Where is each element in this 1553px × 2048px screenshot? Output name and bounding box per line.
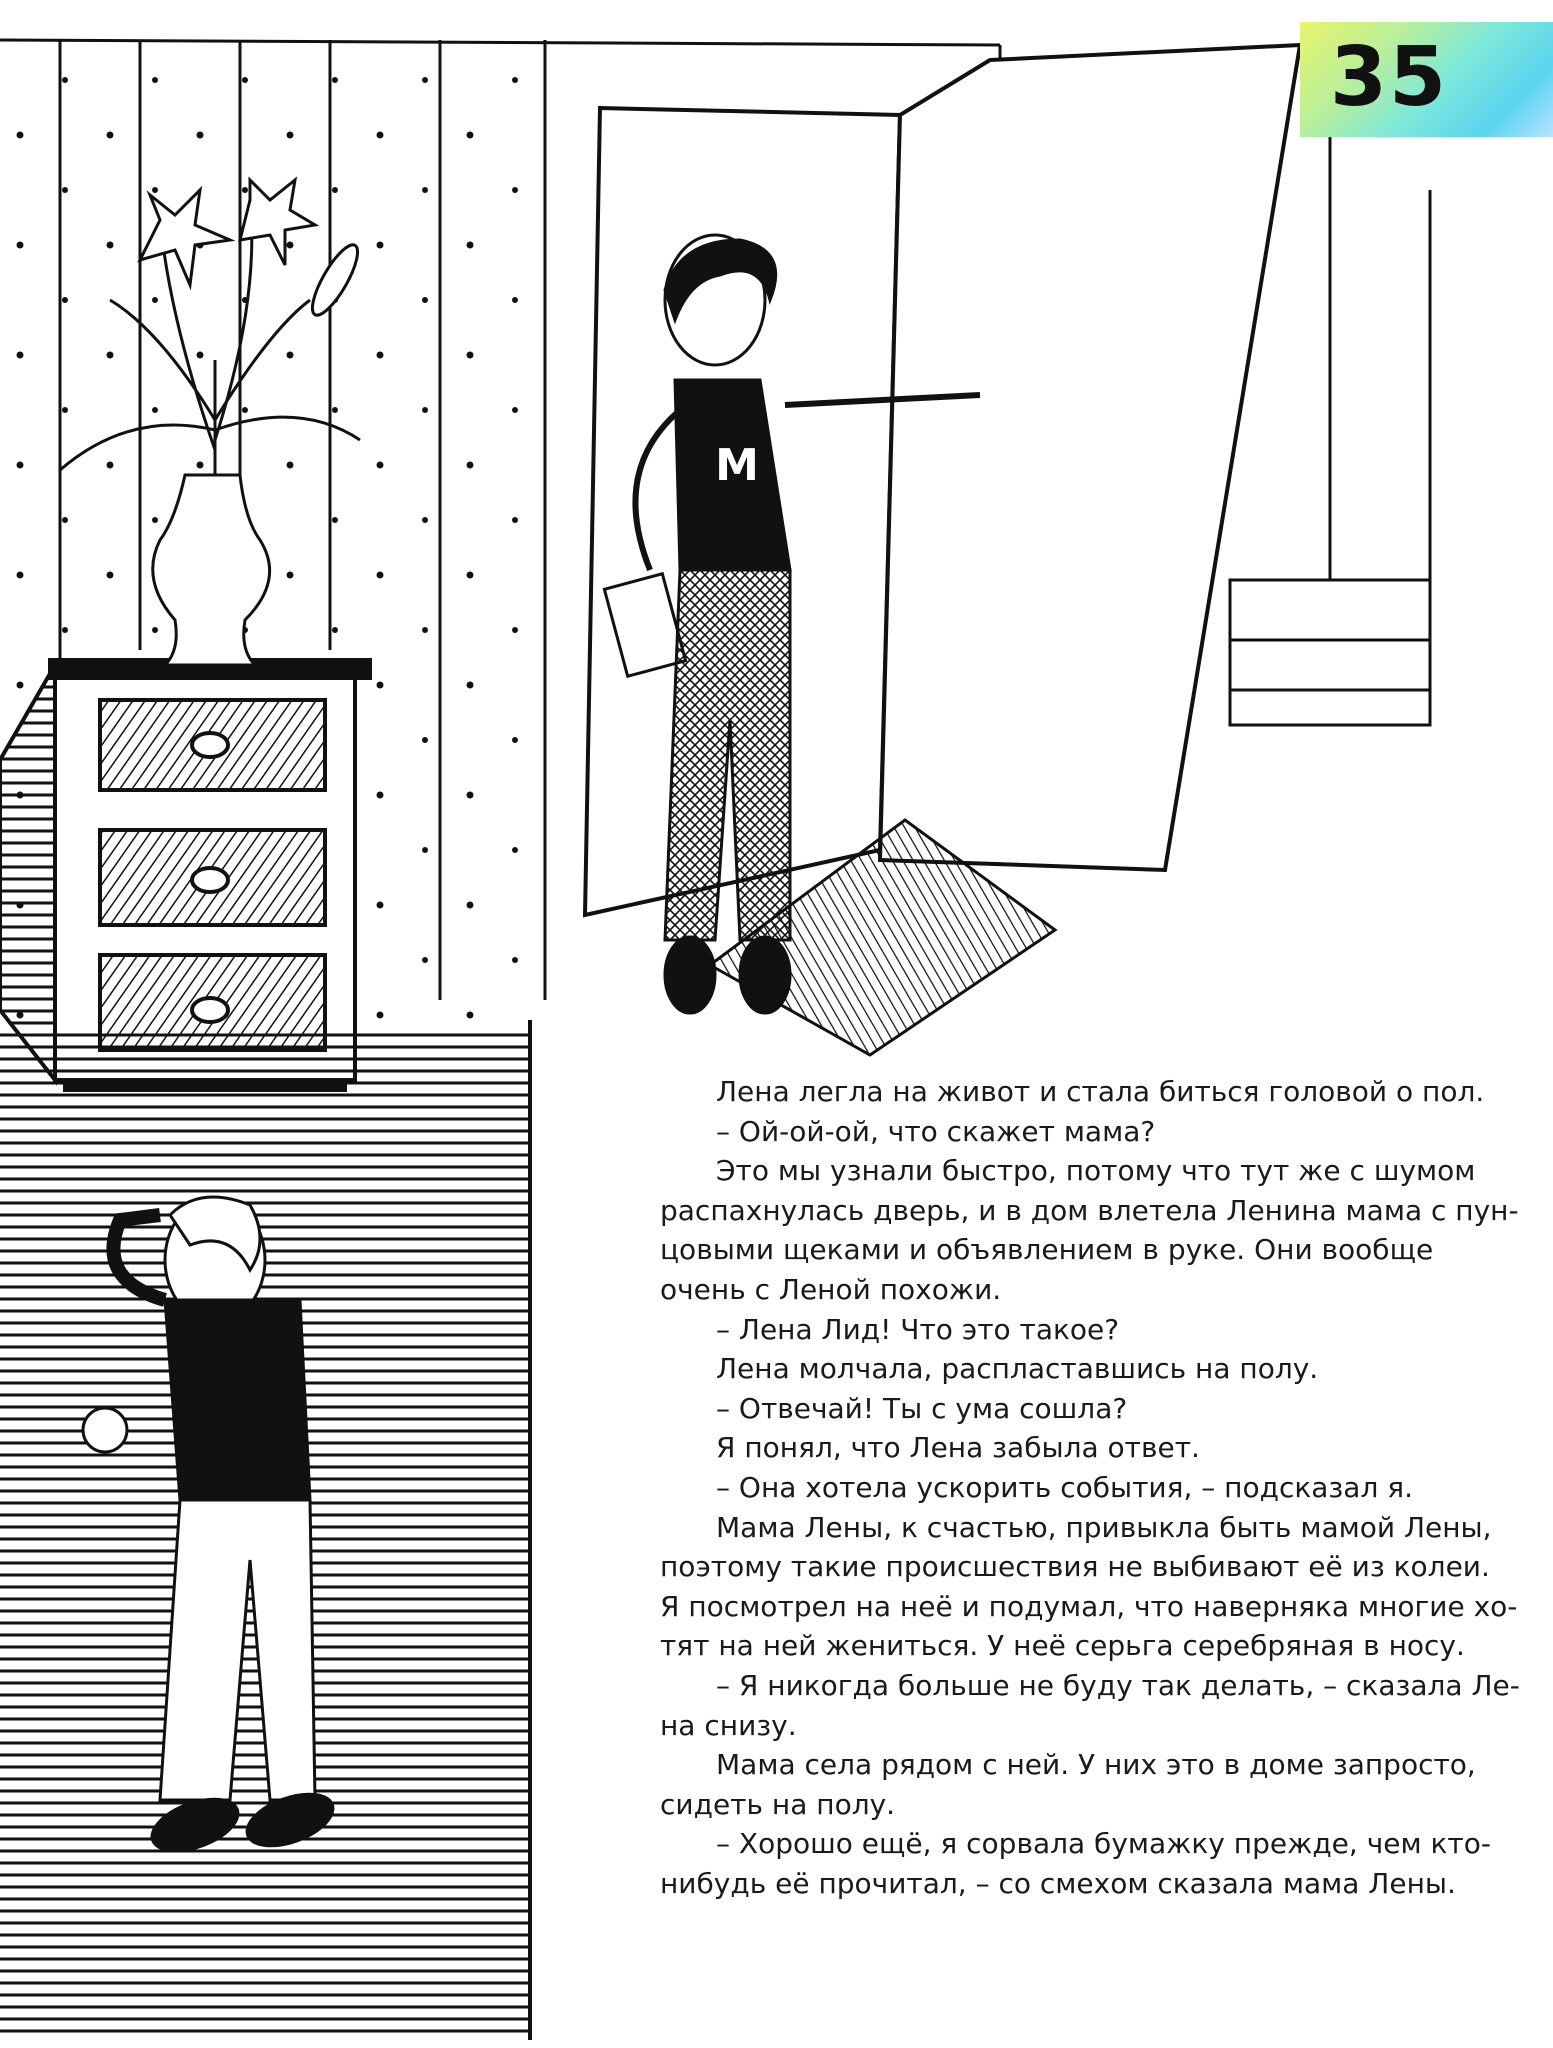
text-line: – Я никогда больше не буду так делать, – сказала Ле- [716,1668,1520,1702]
page-number-badge [1300,22,1553,137]
text-line: очень с Леной похожи. [660,1272,1002,1306]
text-line: – Хорошо ещё, я сорвала бумажку прежде, чем кто- [716,1827,1491,1861]
text-line: цовыми щеками и объявлением в руке. Они вообще [660,1233,1434,1267]
text-line: поэтому такие происшествия не выбивают её из колеи. [660,1550,1490,1584]
text-line: – Лена Лид! Что это такое? [716,1312,1120,1346]
text-line: нибудь её прочитал, – со смехом сказала мама Лены. [660,1866,1456,1900]
text-line: Лена легла на живот и стала биться головой о пол. [716,1075,1485,1108]
page-number: 35 [1330,30,1449,125]
text-line: – Ой-ой-ой, что скажет мама? [716,1114,1156,1148]
text-line: распахнулась дверь, и в дом влетела Ленина мама с пун- [660,1193,1519,1227]
shirt-letter: M [715,440,759,491]
text-line: Я посмотрел на неё и подумал, что наверняка многие хо- [660,1589,1518,1623]
story-text [660,1072,1520,1903]
text-line: – Отвечай! Ты с ума сошла? [716,1391,1128,1425]
text-line: Я понял, что Лена забыла ответ. [716,1431,1200,1465]
text-line: Лена молчала, распластавшись на полу. [716,1352,1319,1386]
text-line: Это мы узнали быстро, потому что тут же с шумом [716,1154,1476,1188]
text-line: тят на ней жениться. У неё серьга серебряная в носу. [660,1629,1465,1663]
text-line: сидеть на полу. [660,1787,896,1821]
text-line: на снизу. [660,1708,797,1742]
text-line: Мама Лены, к счастью, привыкла быть мамой Лены, [716,1510,1492,1544]
text-line: Мама села рядом с ней. У них это в доме запросто, [716,1748,1476,1782]
text-line: – Она хотела ускорить события, – подсказал я. [716,1470,1413,1504]
